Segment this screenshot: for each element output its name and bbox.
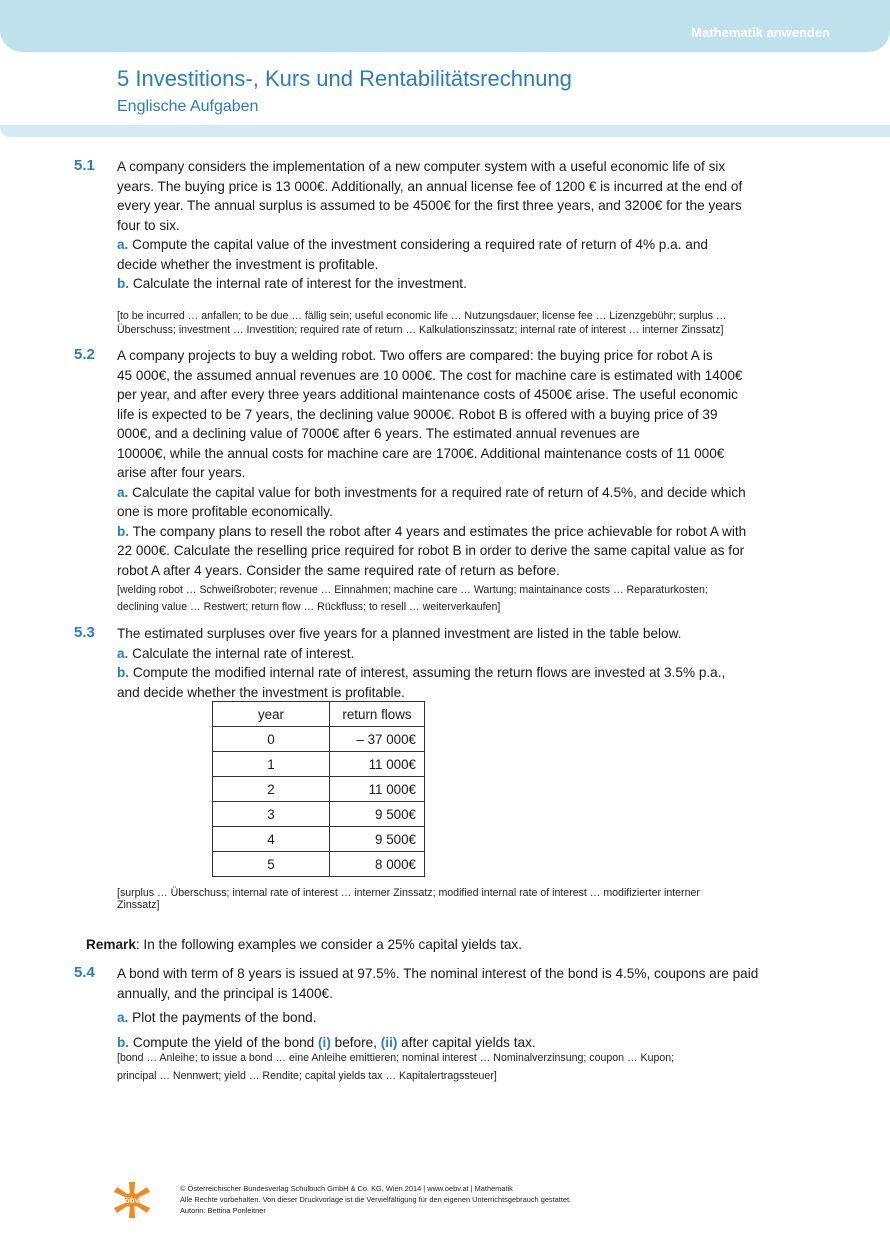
header-divider [0, 125, 890, 137]
text-line: 22 000€. Calculate the reselling price required for robot B in order to derive the same capital value as for [117, 543, 745, 558]
text-line: 45 000€, the assumed annual revenues are 10 000€. The cost for machine care is estimated with 1400€ [117, 367, 743, 383]
cell-return-flow: 11 000€ [330, 777, 425, 802]
gloss-line: [surplus … Überschuss; internal rate of interest … interner Zinssatz; modified internal rate of interest … modifizierter interner [117, 887, 700, 899]
text-line: robot A after 4 years. Consider the same required rate of return as before. [117, 562, 560, 578]
text-line: life is expected to be 7 years, the declining value 9000€. Robot B is offered with a buying price of 39 [117, 406, 718, 422]
text-line: per year, and after every three years additional maintenance costs of 4500€ arise. The useful economic [117, 387, 738, 402]
text-line: Calculate the capital value for both investments for a required rate of return of 4.5%, and decide which [132, 484, 746, 500]
table-row [213, 827, 425, 852]
task-number-5-2: 5.2 [74, 346, 95, 363]
task-number-5-3: 5.3 [74, 624, 95, 641]
column-header-year: year [213, 702, 330, 727]
task-5-3-part-a [117, 644, 787, 664]
text-line: The company plans to resell the robot after 4 years and estimates the price achievable for robot A with [132, 523, 747, 539]
remark-text: : In the following examples we consider a 25% capital yields tax. [135, 937, 522, 952]
cell-year: 0 [213, 727, 330, 752]
footer-line: © Österreichischer Bundesverlag Schulbuch GmbH & Co. KG, Wien 2014 | www.oebv.at | Mathematik [180, 1184, 513, 1193]
footer-line: Alle Rechte vorbehalten. Von dieser Druckvorlage ist die Vervielfältigung für den eigenen Unterrichtsgebrauch gestattet. [180, 1195, 572, 1204]
cell-return-flow: 9 500€ [330, 827, 425, 852]
task-5-3-part-b [117, 663, 787, 683]
part-label: b. [117, 665, 130, 680]
brand-label: Mathematik anwenden [691, 25, 830, 40]
task-5-1-part-a [117, 235, 787, 255]
cell-year: 4 [213, 827, 330, 852]
task-number-5-1: 5.1 [74, 157, 95, 174]
remark [86, 937, 522, 952]
part-label: a. [117, 645, 129, 661]
text-line: A bond with term of 8 years is issued at 97.5%. The nominal interest of the bond is 4.5%, coupons are paid [117, 966, 759, 981]
text-line: every year. The annual surplus is assumed to be 4500€ for the first three years, and 3200€ for the years [117, 198, 742, 213]
text-line: Plot the payments of the bond. [132, 1010, 317, 1025]
text-line: decide whether the investment is profitable. [117, 256, 379, 272]
page-subtitle: Englische Aufgaben [117, 98, 259, 115]
text-line: four to six. [117, 217, 180, 233]
gloss-line: [bond … Anleihe; to issue a bond … eine Anleihe emittieren; nominal interest … Nominalverzinsung; coupon … Kupon; [117, 1052, 675, 1064]
text-segment: after capital yields tax. [401, 1034, 536, 1050]
cell-year: 5 [213, 852, 330, 877]
task-5-2-part-b [117, 522, 787, 542]
text-segment: Compute the yield of the bond [132, 1034, 315, 1050]
cell-return-flow: 9 500€ [330, 802, 425, 827]
cell-return-flow: 11 000€ [330, 752, 425, 777]
text-line: A company considers the implementation of a new computer system with a useful economic life of six [117, 159, 726, 174]
roman-label: (ii) [380, 1034, 398, 1050]
task-5-3-text [117, 624, 787, 702]
part-label: a. [117, 484, 129, 500]
table-header-row [213, 702, 425, 727]
table-row [213, 802, 425, 827]
text-segment: before, [334, 1034, 377, 1050]
text-line: A company projects to buy a welding robot. Two offers are compared: the buying price for robot A is [117, 348, 713, 363]
footer-line: Autorin: Bettina Ponleitner [180, 1206, 266, 1215]
part-label: b. [117, 523, 130, 539]
part-label: b. [117, 1034, 130, 1050]
task-5-1-glossary [117, 309, 787, 337]
task-5-2-glossary [117, 582, 787, 616]
gloss-line: Zinssatz] [117, 899, 160, 911]
text-line: Compute the capital value of the investment considering a required rate of return of 4% p.a. and [132, 237, 708, 252]
task-5-4-part-a [117, 1008, 787, 1028]
logo-text: öbv [124, 1196, 140, 1205]
gloss-line: [to be incurred … anfallen; to be due … fällig sein; useful economic life … Nutzungsdauer; license fee … Lizenzgebühr; surplus … [117, 310, 727, 322]
task-5-4-text [117, 964, 787, 1052]
text-line: one is more profitable economically. [117, 504, 333, 519]
task-5-4-glossary [117, 1049, 787, 1085]
text-line: 10000€, while the annual costs for machine care are 1700€. Additional maintenance costs of 11 000€ [117, 445, 725, 461]
gloss-line: declining value … Restwert; return flow … Rückfluss; to resell … weiterverkaufen] [117, 601, 501, 613]
text-line: and decide whether the investment is profitable. [117, 684, 405, 700]
footer [180, 1183, 571, 1216]
part-label: a. [117, 237, 129, 252]
column-header-return-flows: return flows [330, 702, 425, 727]
task-5-1-text [117, 157, 787, 294]
table-row [213, 852, 425, 877]
roman-label: (i) [318, 1034, 331, 1050]
text-line: The estimated surpluses over five years for a planned investment are listed in the table below. [117, 626, 682, 641]
text-line: arise after four years. [117, 465, 246, 480]
cell-return-flow: – 37 000€ [330, 727, 425, 752]
cell-year: 1 [213, 752, 330, 777]
oebv-logo [112, 1180, 152, 1220]
text-line: Calculate the internal rate of interest. [132, 645, 355, 661]
return-flows-table [212, 701, 425, 877]
table-row [213, 777, 425, 802]
part-label: a. [117, 1010, 129, 1025]
text-line: annually, and the principal is 1400€. [117, 985, 333, 1001]
task-5-2-text [117, 346, 787, 580]
task-number-5-4: 5.4 [74, 964, 95, 981]
remark-label: Remark [86, 937, 136, 952]
cell-year: 3 [213, 802, 330, 827]
table-row [213, 752, 425, 777]
cell-return-flow: 8 000€ [330, 852, 425, 877]
text-line: Compute the modified internal rate of interest, assuming the return flows are invested at 3.5% p.a., [132, 665, 726, 680]
gloss-line: Überschuss; investment … Investition; required rate of return … Kalkulationszinssatz; internal rate of interest … interner Zinssatz] [117, 324, 724, 336]
task-5-1-part-b [117, 274, 787, 294]
text-line: Calculate the internal rate of interest for the investment. [132, 276, 467, 291]
text-line: years. The buying price is 13 000€. Additionally, an annual license fee of 1200 € is incurred at the end of [117, 178, 743, 194]
text-line: 000€, and a declining value of 7000€ after 6 years. The estimated annual revenues are [117, 426, 640, 441]
table-row [213, 727, 425, 752]
cell-year: 2 [213, 777, 330, 802]
gloss-line: [welding robot … Schweißroboter; revenue … Einnahmen; machine care … Wartung; maintainance costs … Reparaturkosten; [117, 584, 708, 596]
part-label: b. [117, 276, 130, 291]
task-5-3-glossary [117, 887, 787, 911]
page-title: 5 Investitions-, Kurs und Rentabilitätsrechnung [117, 66, 572, 91]
gloss-line: principal … Nennwert; yield … Rendite; capital yields tax … Kapitalertragssteuer] [117, 1070, 497, 1082]
task-5-2-part-a [117, 483, 787, 503]
